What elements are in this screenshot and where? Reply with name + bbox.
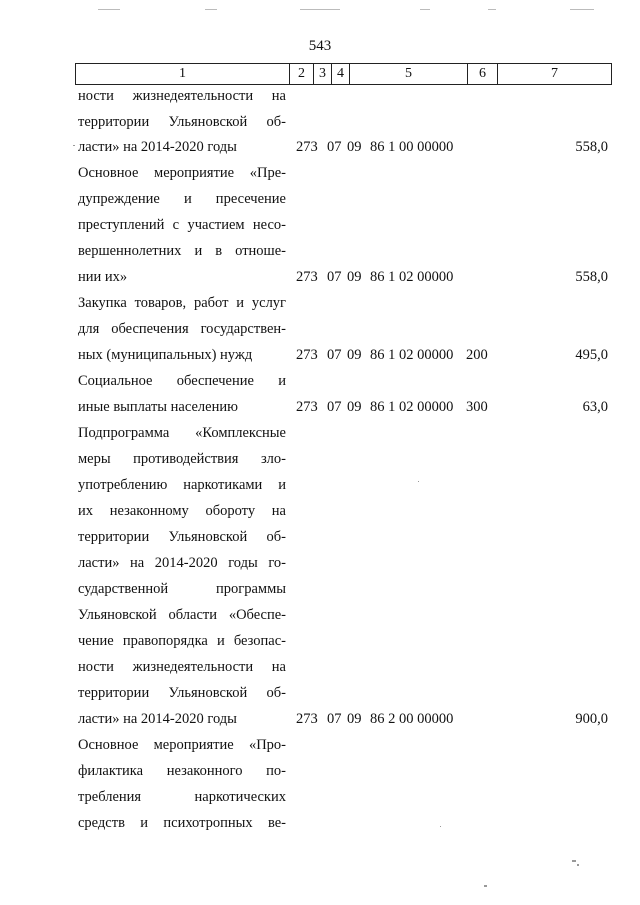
row-amount: 558,0 [575, 269, 608, 285]
row-description-line: средств и психотропных ве- [78, 815, 286, 831]
row-ministry-code: 273 [296, 269, 318, 285]
scan-mark [570, 9, 594, 10]
row-ministry-code: 273 [296, 347, 318, 363]
row-description-line: преступлений с участием несо- [78, 217, 286, 233]
row-subsection-code: 09 [347, 399, 362, 415]
row-description-line: употреблению наркотиками и [78, 477, 286, 493]
row-description-line: для обеспечения государствен- [78, 321, 286, 337]
scan-speck [484, 885, 487, 887]
row-description-line: территории Ульяновской об- [78, 114, 286, 130]
row-description-line: Ульяновской области «Обеспе- [78, 607, 286, 623]
row-target-code: 86 1 02 00000 [370, 269, 454, 285]
scan-speck [73, 145, 75, 146]
scan-speck [572, 860, 576, 862]
row-subsection-code: 09 [347, 711, 362, 727]
row-description-line: Основное мероприятие «Про- [78, 737, 286, 753]
row-ministry-code: 273 [296, 399, 318, 415]
row-description-line: филактика незаконного по- [78, 763, 286, 779]
row-amount: 495,0 [575, 347, 608, 363]
row-description-line: их незаконному обороту на [78, 503, 286, 519]
row-description-line: территории Ульяновской об- [78, 529, 286, 545]
row-description-line: вершеннолетних и в отноше- [78, 243, 286, 259]
row-section-code: 07 [327, 711, 342, 727]
scan-mark [420, 9, 430, 10]
row-description-line: ности жизнедеятельности на [78, 88, 286, 104]
row-description-line: сударственной программы [78, 581, 286, 597]
row-description-line: ласти» на 2014-2020 годы го- [78, 555, 286, 571]
row-description-line: меры противодействия зло- [78, 451, 286, 467]
scan-speck [577, 864, 579, 866]
column-header-expense: 6 [468, 64, 498, 85]
row-ministry-code: 273 [296, 139, 318, 155]
row-ministry-code: 273 [296, 711, 318, 727]
scan-mark [98, 9, 120, 10]
row-section-code: 07 [327, 269, 342, 285]
page-number: 543 [308, 38, 332, 54]
row-description-line: иные выплаты населению [78, 399, 238, 415]
row-description-line: Закупка товаров, работ и услуг [78, 295, 286, 311]
row-description-line: чение правопорядка и безопас- [78, 633, 286, 649]
row-target-code: 86 1 02 00000 [370, 347, 454, 363]
row-target-code: 86 2 00 00000 [370, 711, 454, 727]
row-description-line: требления наркотических [78, 789, 286, 805]
row-description-line: ласти» на 2014-2020 годы [78, 711, 237, 727]
scan-speck [440, 826, 441, 827]
row-section-code: 07 [327, 347, 342, 363]
scan-mark [300, 9, 340, 10]
row-expense-code: 200 [466, 347, 488, 363]
row-amount: 900,0 [575, 711, 608, 727]
row-description-line: территории Ульяновской об- [78, 685, 286, 701]
row-description-line: Основное мероприятие «Пре- [78, 165, 286, 181]
column-header-target: 5 [350, 64, 468, 85]
column-header-subsection: 4 [332, 64, 350, 85]
row-section-code: 07 [327, 399, 342, 415]
row-description-line: ласти» на 2014-2020 годы [78, 139, 237, 155]
row-target-code: 86 1 00 00000 [370, 139, 454, 155]
column-header-table [75, 63, 612, 85]
column-header-description: 1 [76, 64, 290, 85]
row-subsection-code: 09 [347, 347, 362, 363]
row-target-code: 86 1 02 00000 [370, 399, 454, 415]
row-description-line: Подпрограмма «Комплексные [78, 425, 286, 441]
scan-speck [418, 481, 419, 482]
row-description-line: Социальное обеспечение и [78, 373, 286, 389]
scan-mark [205, 9, 217, 10]
row-expense-code: 300 [466, 399, 488, 415]
row-description-line: ных (муниципальных) нужд [78, 347, 253, 363]
row-subsection-code: 09 [347, 269, 362, 285]
row-description-line: ности жизнедеятельности на [78, 659, 286, 675]
column-header-section: 3 [314, 64, 332, 85]
column-header-row [76, 64, 612, 85]
row-description-line: нии их» [78, 269, 128, 285]
column-header-amount: 7 [498, 64, 612, 85]
row-amount: 63,0 [582, 399, 608, 415]
column-header-ministry: 2 [290, 64, 314, 85]
row-description-line: дупреждение и пресечение [78, 191, 286, 207]
row-amount: 558,0 [575, 139, 608, 155]
scan-mark [488, 9, 496, 10]
row-subsection-code: 09 [347, 139, 362, 155]
row-section-code: 07 [327, 139, 342, 155]
